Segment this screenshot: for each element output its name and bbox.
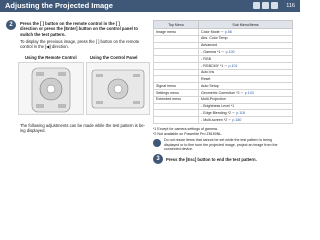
top-menu-cell bbox=[154, 62, 199, 69]
sub-menu-label: - Gamma *1 bbox=[201, 49, 221, 54]
column-header-sub-menu: Sub Menu/Items bbox=[199, 21, 293, 29]
sub-menu-label: - RGB bbox=[201, 56, 211, 61]
page-reference-link[interactable]: p.118 bbox=[236, 110, 245, 115]
top-menu-cell bbox=[154, 35, 199, 42]
contents-icon[interactable] bbox=[262, 2, 269, 9]
top-menu-cell bbox=[154, 117, 199, 124]
table-row bbox=[154, 117, 293, 124]
sub-menu-label: - Brightness Level *1 bbox=[201, 104, 235, 109]
sub-menu-label: Auto Setup bbox=[201, 83, 219, 88]
step-2-line-3: switch the test pattern. bbox=[20, 31, 66, 37]
sub-menu-cell bbox=[199, 96, 293, 103]
table-row bbox=[154, 76, 293, 83]
note-text bbox=[164, 138, 294, 152]
sub-menu-cell bbox=[199, 103, 293, 110]
page-reference-link[interactable]: p.103 bbox=[244, 90, 254, 95]
sub-menu-label: - Multi-screen *2 bbox=[201, 117, 228, 122]
sub-menu-label: - RGBCMY *1 bbox=[201, 63, 224, 68]
table-row bbox=[154, 42, 293, 49]
sub-menu-cell bbox=[199, 56, 293, 63]
sub-menu-cell: Color Mode ☞ p.58 bbox=[199, 29, 293, 36]
sub-menu-label: Multi-Projection bbox=[201, 97, 226, 102]
page-reference-link[interactable]: p.100 bbox=[225, 49, 235, 54]
sub-menu-cell: - Multi-screen *2 ☞ p.180 bbox=[199, 117, 293, 124]
sub-menu-cell bbox=[199, 69, 293, 76]
page-reference-link[interactable]: p.58 bbox=[224, 29, 232, 34]
page-reference-link[interactable]: p.180 bbox=[232, 117, 242, 122]
sub-menu-label: Geometric Correction *2 bbox=[201, 90, 240, 95]
footnotes bbox=[153, 127, 293, 136]
control-panel-illustration bbox=[86, 62, 150, 115]
step-3-marker: 3 bbox=[153, 154, 163, 164]
note-line-2: displayed or to fine tune the projected image, project an image from the bbox=[164, 142, 278, 147]
sub-menu-cell: - RGBCMY *1 ☞ p.101 bbox=[199, 62, 293, 69]
step-2-line-1: Press the [ ] button on the remote control in the [ ] bbox=[20, 21, 120, 26]
table-row bbox=[154, 69, 293, 76]
index-icon[interactable] bbox=[271, 2, 278, 9]
table-row bbox=[154, 56, 293, 63]
top-menu-cell bbox=[154, 56, 199, 63]
panel-figure-label: Using the Control Panel bbox=[90, 55, 138, 60]
sub-menu-cell: - Edge Blending *2 ☞ p.118 bbox=[199, 110, 293, 117]
sub-menu-label: Reset bbox=[201, 77, 211, 82]
sub-menu-cell bbox=[199, 42, 293, 49]
table-header-row bbox=[154, 21, 293, 29]
top-icon[interactable] bbox=[253, 2, 260, 9]
sub-menu-label: Abs. Color Temp. bbox=[201, 36, 229, 41]
sub-menu-label: Advanced bbox=[201, 43, 217, 48]
top-menu-cell bbox=[154, 42, 199, 49]
step-2-instruction bbox=[20, 21, 150, 37]
table-row bbox=[154, 29, 293, 36]
table-row bbox=[154, 103, 293, 110]
top-menu-cell bbox=[154, 110, 199, 117]
note-line-1: Do not resize items that cannot be set while the test pattern is being bbox=[164, 138, 272, 142]
top-menu-cell: Extended menu bbox=[154, 96, 199, 103]
table-row bbox=[154, 90, 293, 97]
page-title: Adjusting the Projected Image bbox=[5, 1, 113, 10]
table-row bbox=[154, 62, 293, 69]
after-text-line-2: ing displayed. bbox=[20, 128, 46, 134]
sub-menu-label: Color Mode bbox=[201, 29, 220, 34]
sub-menu-label: - Edge Blending *2 bbox=[201, 110, 231, 115]
sub-menu-cell bbox=[199, 83, 293, 90]
top-menu-cell bbox=[154, 76, 199, 83]
sub-menu-cell: - Gamma *1 ☞ p.100 bbox=[199, 49, 293, 56]
top-menu-cell bbox=[154, 49, 199, 56]
step-2-description bbox=[20, 39, 150, 50]
table-row bbox=[154, 35, 293, 42]
page-reference-link[interactable]: p.101 bbox=[228, 63, 238, 68]
step-3-instruction: Press the [Esc] button to end the test pattern. bbox=[166, 157, 257, 162]
table-row bbox=[154, 83, 293, 90]
table-row bbox=[154, 49, 293, 56]
step-2-line-2: direction or press the [Enter] button on the control panel to bbox=[20, 26, 138, 32]
step-2-marker: 2 bbox=[6, 20, 16, 30]
page-header bbox=[0, 0, 300, 12]
remote-control-illustration bbox=[18, 62, 84, 115]
after-figure-text bbox=[20, 123, 150, 134]
top-menu-cell bbox=[154, 69, 199, 76]
column-header-top-menu: Top Menu bbox=[154, 21, 199, 29]
adjustment-menu-table bbox=[153, 20, 293, 124]
sub-menu-cell: Geometric Correction *2 ☞ p.103 bbox=[199, 90, 293, 97]
footnote-2: *2 Not available on Powerlite Pro Z8150NL. bbox=[153, 131, 223, 136]
step-2-desc-2: control in the [◀] direction. bbox=[20, 44, 69, 50]
nav-icons bbox=[253, 2, 278, 9]
sub-menu-cell bbox=[199, 35, 293, 42]
top-menu-cell: Settings menu bbox=[154, 90, 199, 97]
note-icon bbox=[153, 139, 161, 147]
sub-menu-label: Auto Iris bbox=[201, 70, 215, 75]
page-number: 116 bbox=[286, 3, 295, 9]
top-menu-cell: Image menu bbox=[154, 29, 199, 36]
sub-menu-cell bbox=[199, 76, 293, 83]
table-row bbox=[154, 110, 293, 117]
remote-figure-label: Using the Remote Control bbox=[25, 55, 77, 60]
top-menu-cell: Signal menu bbox=[154, 83, 199, 90]
table-row bbox=[154, 96, 293, 103]
note-line-3: connected device. bbox=[164, 147, 193, 152]
after-text-line-1: The following adjustments can be made while the test pattern is be- bbox=[20, 123, 145, 128]
top-menu-cell bbox=[154, 103, 199, 110]
step-2-desc-1: To display the previous image, press the [ ] button on the remote bbox=[20, 39, 140, 44]
table-body bbox=[154, 29, 293, 124]
footnote-1: *1 Except for camera settings of gamma. bbox=[153, 127, 218, 131]
